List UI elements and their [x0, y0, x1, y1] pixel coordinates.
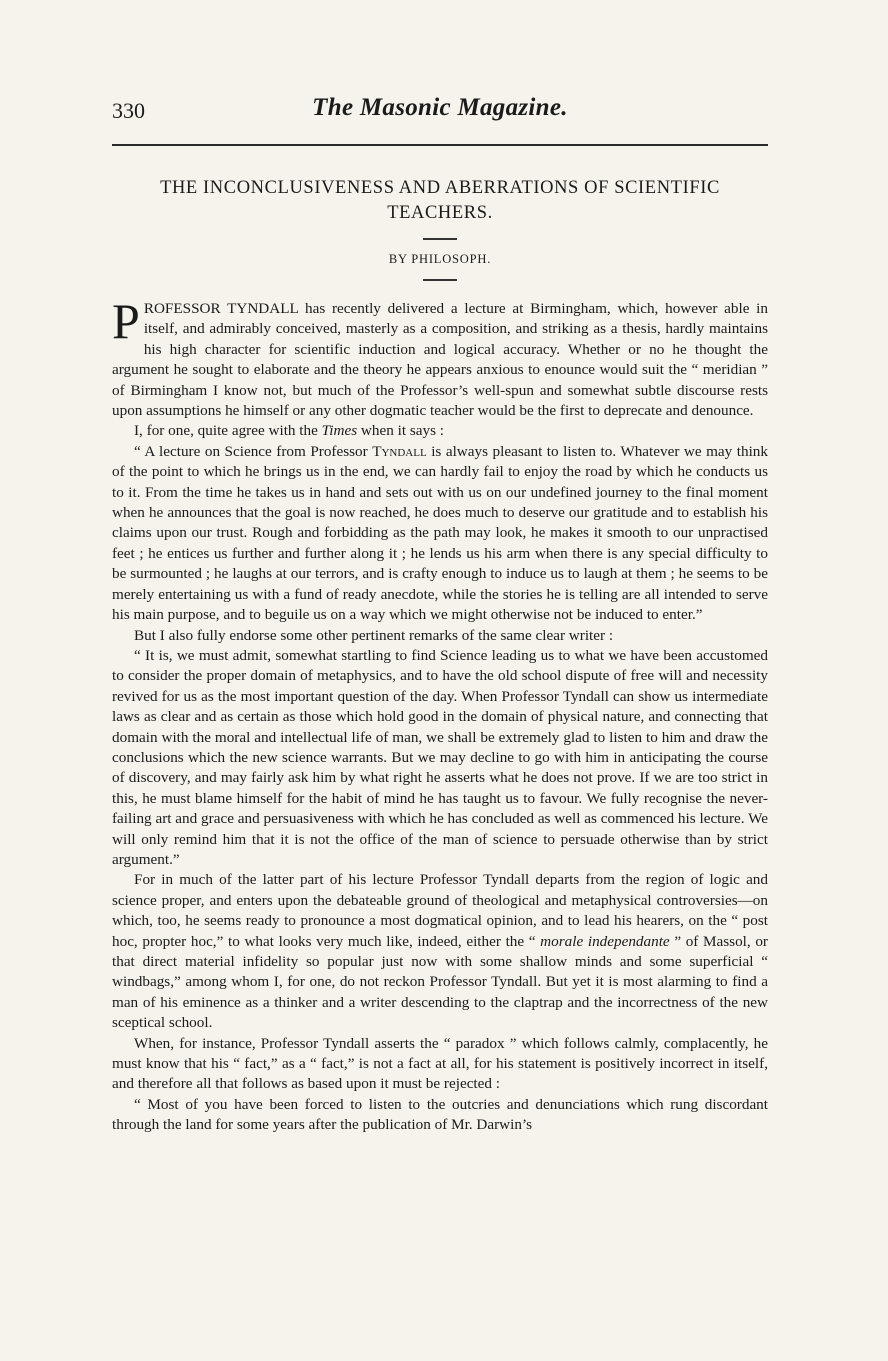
article-body [112, 293, 768, 1136]
paragraph-2-text-b: when it says : [357, 422, 445, 440]
journal-title: The Masonic Magazine. [312, 94, 568, 121]
paragraph-6-text-a: For in much of the latter part of his lecture Professor Tyndall departs from the region of logic and science proper, and enters upon the debateable ground of theological and metaphysical controversies—on which, too, he seems ready to pronounce a most dogmatical opinion, and to lead his hearers, on the “ post hoc, propter hoc,” to what looks very much like, indeed, either the “ [112, 871, 768, 950]
paragraph-5: “ It is, we must admit, somewhat startling to find Science leading us to what we have been accustomed to consider the proper domain of metaphysics, and to have the old school dispute of free will and necessity revived for us as the most important question of the day. When Professor Tyndall can show us intermediate laws as clear and as certain as those which hold good in the domain of physical nature, and connecting that domain with the moral and intellectual life of man, we shall be extremely glad to listen to him and draw the conclusions which the new science warrants. But we may decline to go with him in anticipating the course of discovery, and may fairly ask him by what right he asserts what he does not prove. If we are too strict in this, he must blame himself for the habit of mind he has taught us to favour. We fully recognise the never-failing art and grace and persuasiveness with which he has concluded as well as commenced his lecture. We will only remind him that it is not the office of the man of science to persuade otherwise than by strict argument.” [112, 646, 768, 868]
paragraph-7: When, for instance, Professor Tyndall asserts the “ paradox ” which follows calmly, complacently, he must know that his “ fact,” as a “ fact,” is not a fact at all, for his statement is positively incorrect in itself, and therefore all that follows as based upon it must be rejected : [112, 1034, 768, 1093]
times-italic: Times [321, 422, 358, 440]
byline: BY PHILOSOPH. [388, 252, 492, 266]
paragraph-6 [112, 870, 768, 1033]
paragraph-4: But I also fully endorse some other pertinent remarks of the same clear writer : [134, 626, 614, 644]
paragraph-3-text-a: “ A lecture on Science from Professor [134, 442, 373, 460]
drop-cap: P [112, 293, 140, 349]
header-rule [112, 144, 768, 146]
paragraph-3 [112, 442, 768, 626]
running-head [112, 92, 768, 132]
byline-rule [423, 279, 457, 281]
tyndall-smallcaps: Tyndall [372, 442, 427, 460]
morale-italic: morale independante [540, 932, 670, 950]
article-title: THE INCONCLUSIVENESS AND ABERRATIONS OF SCIENTIFIC TEACHERS. [160, 178, 720, 223]
title-rule [423, 238, 457, 240]
paragraph-2-text-a: I, for one, quite agree with the [134, 422, 322, 440]
paragraph-3-text-b: is always pleasant to listen to. Whatever we may think of the point to which he brings us in the end, we can hardly fail to enjoy the road by which he conducts us to it. From the time he takes us in hand and sets out with us on our undefined journey to the final moment when he announces that the goal is now reached, he does much to deserve our gratitude and to establish his claims upon our trust. Rough and forbidding as the path may look, he makes it smooth to our unpractised feet ; he entices us further and further along it ; he lends us his arm when there is any special difficulty to be surmounted ; he laughs at our terrors, and is crafty enough to induce us to laugh at them ; he seems to be merely entertaining us with a fund of ready anecdote, while the stories he is telling are all intended to serve his main purpose, and to beguile us on a way which we might otherwise not be induced to enter.” [112, 442, 768, 624]
paragraph-1-text: ROFESSOR TYNDALL has recently delivered a lecture at Birmingham, which, however able in itself, and admirably conceived, masterly as a composition, and striking as a thesis, hardly maintains his high character for scientific induction and logical accuracy. Whether or no he thought the argument he sought to elaborate and the theory he appears anxious to enounce would suit the “ meridian ” of Birmingham I know not, but much of the Professor’s well-spun and somewhat subtle discourse rests upon assumptions he himself or any other dogmatic teacher would be the first to deprecate and denounce. [112, 300, 768, 420]
page-number: 330 [112, 98, 145, 123]
paragraph-6-text-b: ” of Massol, or that direct material infidelity so popular just now with some shallow minds and some superficial “ windbags,” among whom I, for one, do not reckon Professor Tyndall. But yet it is most alarming to find a man of his eminence as a thinker and a writer descending to the claptrap and the incorrectness of the new sceptical school. [112, 932, 768, 1032]
paragraph-2 [112, 421, 768, 441]
paragraph-8: “ Most of you have been forced to listen to the outcries and denunciations which rung discordant through the land for some years after the publication of Mr. Darwin’s [112, 1095, 768, 1134]
page [112, 92, 768, 1136]
paragraph-1 [112, 293, 768, 421]
